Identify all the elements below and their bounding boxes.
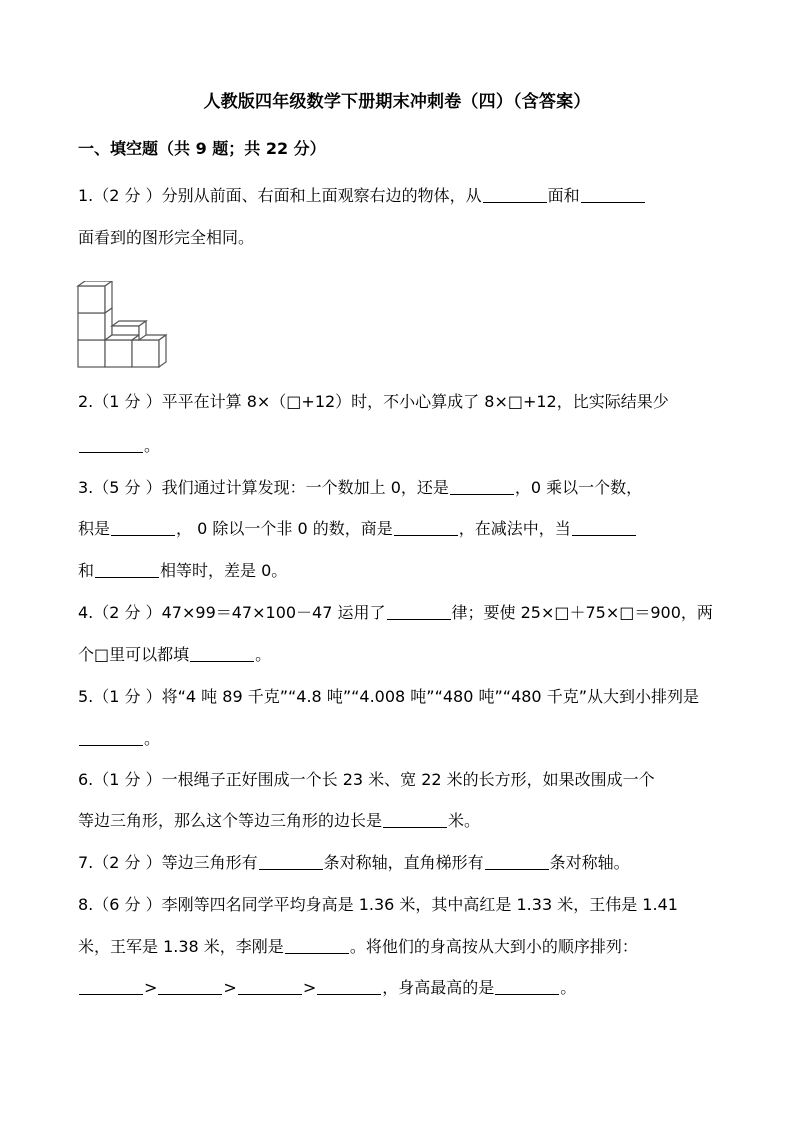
question-8-text: ，身高最高的是 bbox=[382, 978, 495, 997]
question-8-text: 米，王军是 1.38 米，李刚是 bbox=[78, 937, 284, 956]
page-title: 人教版四年级数学下册期末冲刺卷（四）（含答案） bbox=[203, 92, 591, 112]
greater-than-sign: > bbox=[223, 978, 237, 997]
greater-than-sign: > bbox=[144, 978, 158, 997]
question-1-text: 1.（2 分 ）分别从前面、右面和上面观察右边的物体，从 bbox=[78, 186, 482, 205]
question-6-text: 等边三角形，那么这个等边三角形的边长是 bbox=[78, 811, 383, 830]
question-8-line-3 bbox=[78, 978, 718, 998]
question-7-text: 条对称轴，直角梯形有 bbox=[323, 853, 484, 872]
question-5-text: 5.（1 分 ）将“4 吨 89 千克”“4.8 吨”“4.008 吨”“480 吨”“480 千克”从大到小排列是 bbox=[78, 687, 699, 706]
question-2-text: 2.（1 分 ）平平在计算 8×（□+12）时，不小心算成了 8×□+12，比实际结果少 bbox=[78, 392, 669, 411]
question-7-line bbox=[78, 853, 718, 873]
section-heading: 一、填空题（共 9 题；共 22 分） bbox=[78, 139, 326, 158]
answer-blank[interactable] bbox=[387, 603, 451, 620]
question-3-line-2 bbox=[78, 519, 718, 539]
question-3-text: ，0 乘以一个数， bbox=[514, 478, 643, 497]
question-3-text: 3.（5 分 ）我们通过计算发现：一个数加上 0，还是 bbox=[78, 478, 449, 497]
question-1-text: 面和 bbox=[547, 186, 580, 205]
question-5-line-2 bbox=[78, 729, 718, 749]
answer-blank[interactable] bbox=[111, 519, 175, 536]
question-1-text: 面看到的图形完全相同。 bbox=[78, 228, 255, 247]
question-6-text: 6.（1 分 ）一根绳子正好围成一个长 23 米、宽 22 米的长方形，如果改围成一个 bbox=[78, 770, 655, 789]
question-3-text: ，在减法中，当 bbox=[458, 519, 571, 538]
answer-blank[interactable] bbox=[79, 978, 143, 995]
question-1-line-2 bbox=[78, 228, 718, 248]
question-7-text: 7.（2 分 ）等边三角形有 bbox=[78, 853, 258, 872]
answer-blank[interactable] bbox=[450, 478, 514, 495]
answer-blank[interactable] bbox=[581, 186, 645, 203]
question-8-text: 。 bbox=[560, 978, 577, 997]
question-6-text: 米。 bbox=[448, 811, 481, 830]
answer-blank[interactable] bbox=[79, 729, 143, 746]
question-2-line-2 bbox=[78, 436, 718, 456]
question-3-line-3 bbox=[78, 561, 718, 581]
question-8-text: 8.（6 分 ）李刚等四名同学平均身高是 1.36 米，其中高红是 1.33 米，王伟是 1.41 bbox=[78, 895, 678, 914]
question-2-line-1 bbox=[78, 392, 718, 412]
greater-than-sign: > bbox=[302, 978, 317, 997]
question-3-text: 积是 bbox=[78, 519, 111, 538]
answer-blank[interactable] bbox=[394, 519, 458, 536]
answer-blank[interactable] bbox=[285, 937, 349, 954]
question-3-text: 相等时，差是 0。 bbox=[160, 561, 288, 580]
question-3-text: 和 bbox=[78, 561, 95, 580]
answer-blank[interactable] bbox=[317, 978, 381, 995]
answer-blank[interactable] bbox=[495, 978, 559, 995]
answer-blank[interactable] bbox=[483, 186, 547, 203]
answer-blank[interactable] bbox=[485, 853, 549, 870]
answer-blank[interactable] bbox=[259, 853, 323, 870]
answer-blank[interactable] bbox=[190, 645, 254, 662]
question-5-text: 。 bbox=[144, 729, 161, 748]
answer-blank[interactable] bbox=[238, 978, 302, 995]
question-8-line-1 bbox=[78, 895, 718, 915]
question-7-text: 条对称轴。 bbox=[549, 853, 630, 872]
question-2-text: 。 bbox=[144, 436, 161, 455]
answer-blank[interactable] bbox=[95, 561, 159, 578]
question-4-text: 。 bbox=[255, 645, 272, 664]
answer-blank[interactable] bbox=[572, 519, 636, 536]
answer-blank[interactable] bbox=[79, 436, 143, 453]
question-1-line-1 bbox=[78, 186, 718, 206]
question-4-text: 4.（2 分 ）47×99＝47×100－47 运用了 bbox=[78, 603, 386, 622]
question-5-line-1 bbox=[78, 687, 718, 707]
question-8-line-2 bbox=[78, 937, 718, 957]
answer-blank[interactable] bbox=[158, 978, 222, 995]
question-4-text: 律；要使 25×□＋75×□＝900，两 bbox=[451, 603, 713, 622]
question-6-line-2 bbox=[78, 811, 718, 831]
question-8-text: 。将他们的身高按从大到小的顺序排列： bbox=[349, 937, 638, 956]
question-4-line-2 bbox=[78, 645, 718, 665]
question-3-line-1 bbox=[78, 478, 718, 498]
question-6-line-1 bbox=[78, 770, 718, 790]
cube-stack-figure bbox=[75, 281, 167, 371]
question-4-text: 个□里可以都填 bbox=[78, 645, 190, 664]
question-4-line-1 bbox=[78, 603, 718, 623]
question-3-text: ， 0 除以一个非 0 的数，商是 bbox=[176, 519, 393, 538]
answer-blank[interactable] bbox=[383, 811, 447, 828]
